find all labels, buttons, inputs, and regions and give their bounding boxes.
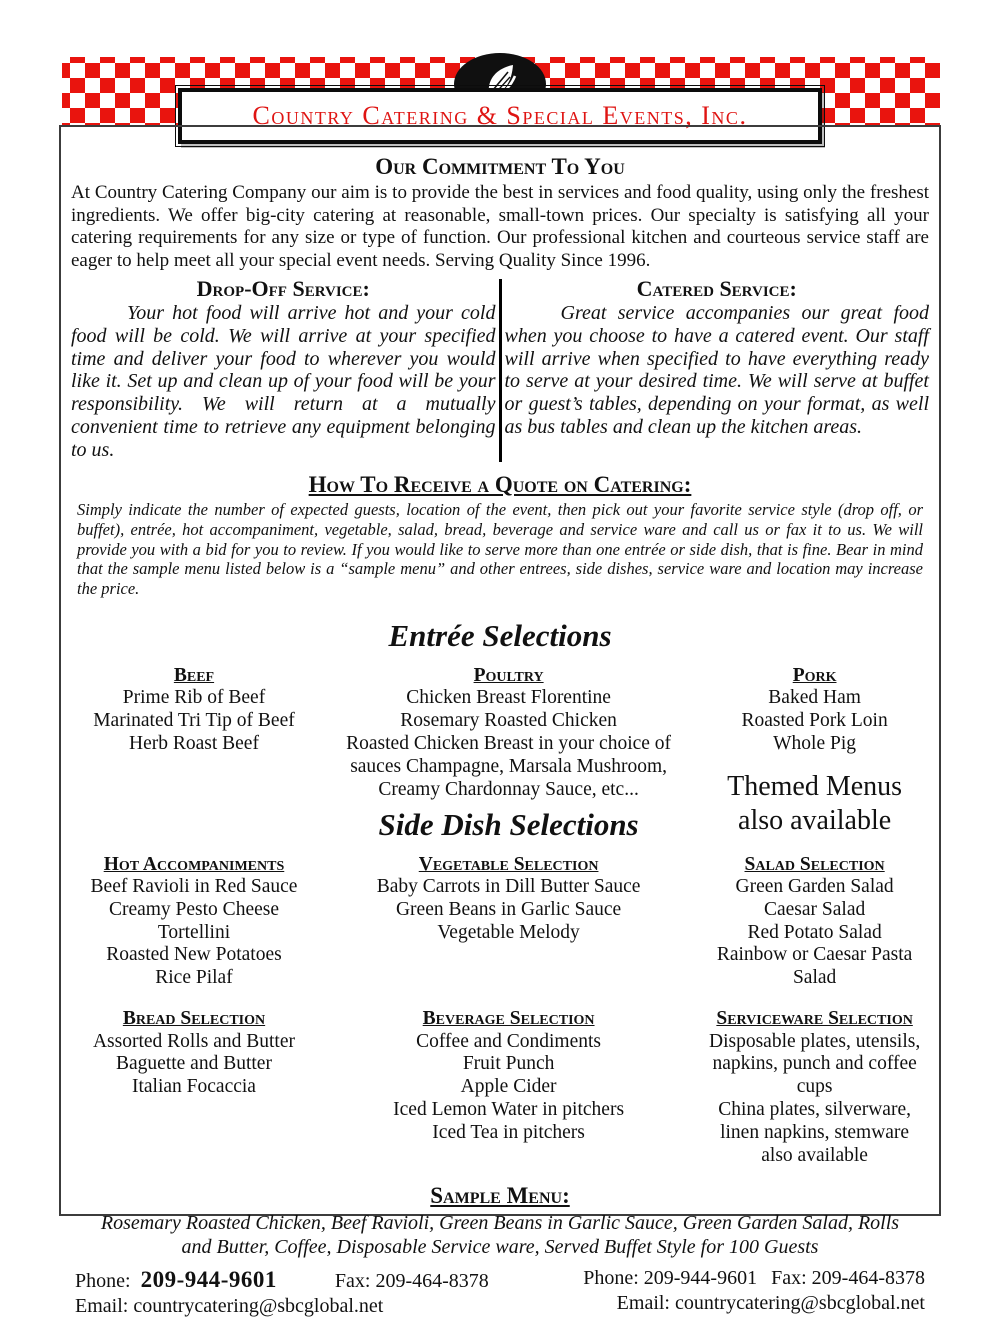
menu-item: Iced Tea in pitchers bbox=[432, 1121, 585, 1143]
menu-item: Assorted Rolls and Butter bbox=[92, 1030, 295, 1052]
menu-item: Green Garden Salad bbox=[735, 876, 894, 898]
contact-left bbox=[75, 1267, 489, 1318]
hot-accompaniments-heading bbox=[73, 854, 315, 876]
side-dish-grid-row2 bbox=[69, 1008, 931, 1167]
beverage-selection-column bbox=[319, 1008, 698, 1167]
beef-column bbox=[69, 665, 319, 842]
pork-heading-text: Pork bbox=[792, 665, 837, 687]
hot-accompaniments-heading-text: Hot Accompaniments bbox=[103, 853, 285, 875]
menu-item: Roasted Pork Loin bbox=[741, 710, 888, 732]
serviceware-selection-heading bbox=[702, 1008, 927, 1030]
menu-item: Baked Ham bbox=[768, 687, 861, 709]
drop-off-heading: Drop-Off Service: bbox=[196, 276, 370, 301]
drop-off-service-column bbox=[69, 277, 498, 462]
vegetable-selection-heading bbox=[323, 854, 694, 876]
commitment-heading: Our Commitment To You bbox=[375, 154, 625, 179]
serviceware-selection-column bbox=[698, 1008, 931, 1167]
salad-selection-heading bbox=[702, 854, 927, 876]
menu-item: Roasted New Potatoes bbox=[106, 944, 282, 966]
menu-item: Vegetable Melody bbox=[437, 921, 580, 943]
company-title: Country Catering & Special Events, Inc. bbox=[252, 101, 748, 130]
themed-menus-note: Themed Menus also available bbox=[727, 770, 903, 837]
menu-item: Rainbow or Caesar Pasta Salad bbox=[716, 944, 913, 989]
menu-item: Herb Roast Beef bbox=[129, 733, 259, 755]
salad-selection-column bbox=[698, 854, 931, 990]
contact-right-phone-line bbox=[583, 1267, 925, 1290]
menu-item: Iced Lemon Water in pitchers bbox=[393, 1098, 625, 1120]
pork-column bbox=[698, 665, 931, 842]
fax-number: Fax: 209-464-8378 bbox=[771, 1267, 925, 1290]
menu-item: China plates, silverware, linen napkins, stemware also available bbox=[718, 1098, 911, 1166]
menu-item: Baguette and Butter bbox=[116, 1053, 272, 1075]
catered-service-column bbox=[503, 277, 932, 462]
quote-heading-text: How To Receive a Quote on Catering: bbox=[308, 471, 692, 497]
phone-number: 209-944-9601 bbox=[140, 1267, 277, 1293]
phone-number: Phone: 209-944-9601 bbox=[583, 1267, 758, 1290]
menu-item: Coffee and Condiments bbox=[416, 1030, 602, 1052]
poultry-column bbox=[319, 665, 698, 842]
menu-item: Green Beans in Garlic Sauce bbox=[395, 898, 622, 920]
content-frame bbox=[59, 125, 941, 1318]
fax-number: Fax: 209-464-8378 bbox=[334, 1270, 489, 1293]
beverage-selection-heading-text: Beverage Selection bbox=[422, 1008, 595, 1030]
contact-right bbox=[583, 1267, 925, 1318]
contact-section bbox=[69, 1267, 931, 1318]
phone-label: Phone: bbox=[75, 1270, 131, 1293]
catered-body: Great service accompanies our great food when you choose to have a catered event. Our staff will arrive when specified to have everything ready to serve at your desired time. We will serve at buffet or guest’s tables, depending on your format, as well as bus tables and clean up the kitchen areas. bbox=[504, 302, 929, 439]
menu-item: Chicken Breast Florentine bbox=[406, 687, 611, 709]
menu-item: Fruit Punch bbox=[462, 1053, 555, 1075]
drop-off-body: Your hot food will arrive hot and your cold food will be cold. We will arrive at your specified time and deliver your food to wherever you would like it. Set up and clean up of your food will be your responsibility. We will return at a mutually convenient time to retrieve any equipment belonging to us. bbox=[71, 302, 496, 461]
menu-item: Baby Carrots in Dill Butter Sauce bbox=[376, 876, 641, 898]
menu-item: Creamy Pesto Cheese Tortellini bbox=[108, 898, 279, 943]
menu-item: Prime Rib of Beef bbox=[122, 687, 266, 709]
menu-item: Rice Pilaf bbox=[155, 967, 233, 989]
menu-item: Whole Pig bbox=[773, 733, 857, 755]
menu-item: Apple Cider bbox=[460, 1076, 557, 1098]
bread-selection-heading-text: Bread Selection bbox=[122, 1008, 266, 1030]
service-column-divider bbox=[499, 279, 502, 462]
services-section bbox=[69, 277, 931, 462]
menu-item: Disposable plates, utensils, napkins, punch and coffee cups bbox=[708, 1030, 921, 1098]
beef-heading-text: Beef bbox=[173, 665, 215, 687]
side-dish-grid-row1 bbox=[69, 854, 931, 990]
bread-selection-column bbox=[69, 1008, 319, 1167]
menu-item: Italian Focaccia bbox=[131, 1076, 256, 1098]
sample-menu-heading bbox=[69, 1183, 931, 1209]
menu-item: Red Potato Salad bbox=[747, 921, 882, 943]
quote-body: Simply indicate the number of expected guests, location of the event, then pick out your favorite service style (drop off, or buffet), entrée, hot accompaniment, vegetable, salad, bread, beverage and service ware and call us or fax it to us. We will provide you with a bid for you to review. If you would like to serve more than one entrée or side dish, that is fine. Bear in mind that the sample menu listed below is a “sample menu” and other entrees, side dishes, service ware and location may increase the price. bbox=[77, 499, 923, 599]
beverage-selection-heading bbox=[323, 1008, 694, 1030]
serviceware-selection-heading-text: Serviceware Selection bbox=[716, 1008, 913, 1030]
commitment-body: At Country Catering Company our aim is to provide the best in services and food quality, using only the freshest ingredients. We offer big-city catering at reasonable, small-town prices. Our specialty is satisfying all your catering requirements for any size or type of function. Our professional kitchen and courteous service staff are eager to help meet all your special event needs. Serving Quality Since 1996. bbox=[71, 182, 929, 271]
salad-selection-heading-text: Salad Selection bbox=[744, 853, 885, 875]
menu-item: Beef Ravioli in Red Sauce bbox=[90, 876, 298, 898]
email-address: Email: countrycatering@sbcglobal.net bbox=[616, 1292, 925, 1315]
entree-selections-title: Entrée Selections bbox=[388, 617, 612, 653]
menu-item: Marinated Tri Tip of Beef bbox=[93, 710, 295, 732]
sample-menu-heading-text: Sample Menu: bbox=[430, 1183, 570, 1209]
vegetable-selection-heading-text: Vegetable Selection bbox=[418, 853, 599, 875]
quote-heading bbox=[69, 472, 931, 497]
beef-heading bbox=[73, 665, 315, 687]
bread-selection-heading bbox=[73, 1008, 315, 1030]
poultry-heading-text: Poultry bbox=[473, 665, 544, 687]
sample-menu-body: Rosemary Roasted Chicken, Beef Ravioli, Green Beans in Garlic Sauce, Green Garden Salad, Rolls and Butter, Coffee, Disposable Service ware, Served Buffet Style for 100 Guests bbox=[100, 1212, 900, 1259]
email-address: Email: countrycatering@sbcglobal.net bbox=[75, 1295, 384, 1318]
menu-item: Caesar Salad bbox=[763, 898, 866, 920]
hot-accompaniments-column bbox=[69, 854, 319, 990]
menu-item: Rosemary Roasted Chicken bbox=[400, 710, 617, 732]
menu-item: Roasted Chicken Breast in your choice of sauces Champagne, Marsala Mushroom, Creamy Chardonnay Sauce, etc... bbox=[346, 733, 672, 800]
vegetable-selection-column bbox=[319, 854, 698, 990]
pork-heading bbox=[702, 665, 927, 687]
entree-grid bbox=[69, 665, 931, 842]
poultry-heading bbox=[323, 665, 694, 687]
contact-left-phone-line bbox=[75, 1267, 489, 1293]
catered-heading: Catered Service: bbox=[636, 276, 797, 301]
side-dish-selections-title: Side Dish Selections bbox=[378, 806, 639, 842]
